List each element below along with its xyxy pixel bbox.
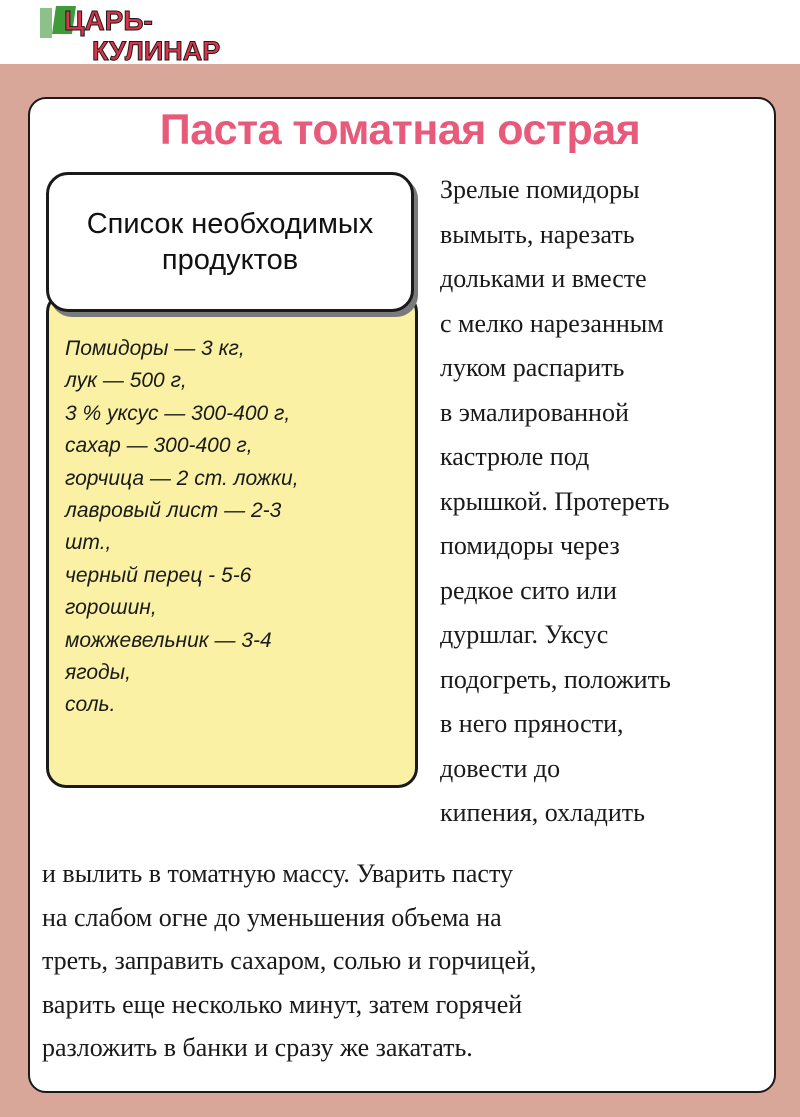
ingredient-line: сахар — 300-400 г, (65, 434, 253, 458)
logo-line2: КУЛИНАР (92, 36, 221, 64)
instruction-line: треть, заправить сахаром, солью и горчицей, (42, 946, 537, 975)
instruction-line: подогреть, положить (440, 664, 671, 694)
instruction-line: с мелко нарезанным (440, 308, 664, 338)
ingredients-list (65, 333, 403, 722)
instruction-line: кипения, охладить (440, 798, 646, 827)
ingredient-line: можжевельник — 3-4 (65, 628, 272, 652)
instruction-line: дуршлаг. Уксус (440, 620, 609, 649)
instruction-line: Зрелые помидоры (440, 175, 640, 204)
instruction-line: дольками и вместе (440, 264, 647, 293)
instructions-continued (42, 852, 762, 1070)
logo-line1: ЦАРЬ- (64, 5, 153, 36)
ingredient-line: черный перец - 5-6 (65, 563, 252, 587)
ingredients-panel (46, 292, 418, 788)
ingredient-line: горошин, (65, 596, 157, 620)
ingredients-header: Список необходимых продуктов (46, 172, 414, 312)
logo (36, 4, 256, 64)
instruction-line: помидоры через (440, 531, 620, 560)
instruction-line: в него пряности, (440, 709, 624, 738)
ingredient-line: горчица — 2 ст. ложки, (65, 466, 299, 490)
instruction-line: довести до (440, 753, 561, 783)
instruction-line: разложить в банки и сразу же закатать. (42, 1033, 473, 1062)
instruction-line: кастрюле под (440, 442, 590, 471)
instruction-line: в эмалированной (440, 397, 629, 427)
instruction-line: вымыть, нарезать (440, 219, 635, 249)
instruction-line: редкое сито или (440, 575, 617, 605)
instruction-line: крышкой. Протереть (440, 486, 670, 516)
ingredient-line: ягоды, (65, 661, 131, 685)
instruction-line: луком распарить (440, 353, 625, 382)
ingredient-line: соль. (65, 693, 116, 717)
instruction-line: и вылить в томатную массу. Уварить пасту (42, 859, 513, 888)
ingredient-line: Помидоры — 3 кг, (65, 337, 245, 360)
recipe-title: Паста томатная острая (159, 106, 641, 154)
instruction-line: на слабом огне до уменьшения объема на (42, 902, 502, 932)
instruction-line: варить еще несколько минут, затем горячей (42, 989, 523, 1019)
ingredient-line: лук — 500 г, (65, 369, 187, 393)
ingredient-line: 3 % уксус — 300-400 г, (65, 401, 291, 425)
instructions-column (440, 168, 770, 836)
ingredient-line: лавровый лист — 2-3 (65, 499, 282, 523)
ingredient-line: шт., (65, 531, 112, 555)
